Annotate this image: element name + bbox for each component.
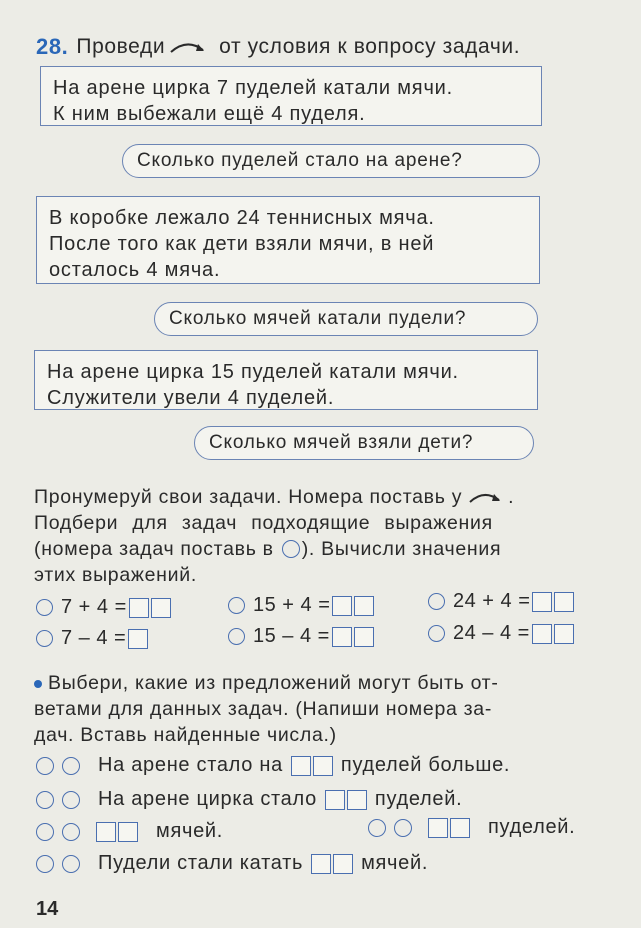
answer-box[interactable] [118,822,138,842]
answer-box[interactable] [450,818,470,838]
question-pill-2[interactable]: Сколько мячей катали пудели? [154,302,538,336]
choose-section [34,670,499,748]
instr-line-3: (номера задач поставь в [34,538,274,560]
task-number-circle[interactable] [36,855,54,873]
answer-box[interactable] [532,592,552,612]
answer-box[interactable] [333,854,353,874]
task-number-circle[interactable] [228,628,245,645]
answer-text: мячей. [361,852,429,874]
task-number: 28. [36,34,69,59]
choose-line-1: Выбери, какие из предложений могут быть от- [48,672,499,694]
choose-line-3: дач. Вставь найденные числа.) [34,724,337,746]
expression-text: 7 + 4 = [61,596,127,618]
answer-box[interactable] [151,598,171,618]
condition-box-3 [34,350,538,410]
expression-text: 24 – 4 = [453,622,530,644]
expression-text: 15 + 4 = [253,594,331,616]
instr-line-4: этих выражений. [34,564,197,586]
task-number-circle[interactable] [368,819,386,837]
condition-box-1 [40,66,542,126]
answer-box[interactable] [554,592,574,612]
bullet-icon [34,680,42,688]
condition-line: К ним выбежали ещё 4 пуделя. [53,103,366,125]
instr-line-1: Пронумеруй свои задачи. Номера поставь у [34,486,463,508]
header-text-after: от условия к вопросу задачи. [219,35,521,58]
answer-text: На арене цирка стало [98,788,317,810]
task-number-circle[interactable] [36,599,53,616]
expression-row [428,590,574,613]
condition-line: После того как дети взяли мячи, в ней [49,233,435,255]
answer-box[interactable] [311,854,331,874]
answer-box[interactable] [428,818,448,838]
answer-sentence-1 [36,754,510,777]
header-text-before: Проведи [76,35,166,58]
answer-text: На арене стало на [98,754,283,776]
answer-box[interactable] [325,790,345,810]
instr-line-2: Подбери для задач подходящие выражения [34,512,493,534]
answer-box[interactable] [128,629,148,649]
task-header [36,34,520,60]
task-number-circle[interactable] [62,823,80,841]
condition-box-2 [36,196,540,284]
task-number-circle[interactable] [428,593,445,610]
task-number-circle[interactable] [36,823,54,841]
answer-text: пуделей. [374,788,463,810]
answer-sentence-5 [36,852,428,875]
answer-box[interactable] [354,596,374,616]
instr-line-3-end: ). Вычисли значения [301,538,502,560]
answer-box[interactable] [332,627,352,647]
expression-row [428,622,574,645]
expression-text: 24 + 4 = [453,590,531,612]
instr-line-1-end: . [508,486,515,508]
answer-box[interactable] [129,598,149,618]
task-number-circle[interactable] [394,819,412,837]
task-number-circle[interactable] [36,791,54,809]
question-pill-3[interactable]: Сколько мячей взяли дети? [194,426,534,460]
answer-box[interactable] [354,627,374,647]
arrow-icon [169,40,209,54]
condition-line: Служители увели 4 пуделей. [47,387,335,409]
task-number-circle[interactable] [62,855,80,873]
expression-row [36,596,171,619]
circle-icon [282,540,300,558]
answer-sentence-3 [36,820,223,843]
answer-box[interactable] [532,624,552,644]
answer-box[interactable] [291,756,311,776]
page-number: 14 [36,898,59,920]
expression-text: 15 – 4 = [253,625,330,647]
answer-box[interactable] [554,624,574,644]
answer-box[interactable] [96,822,116,842]
task-number-circle[interactable] [62,791,80,809]
answer-text: мячей. [156,820,224,842]
task-number-circle[interactable] [36,630,53,647]
question-pill-1[interactable]: Сколько пуделей стало на арене? [122,144,540,178]
task-number-circle[interactable] [62,757,80,775]
instructions [34,484,514,588]
condition-line: На арене цирка 15 пуделей катали мячи. [47,361,459,383]
answer-box[interactable] [347,790,367,810]
answer-text: пуделей больше. [340,754,511,776]
condition-line: осталось 4 мяча. [49,259,221,281]
task-number-circle[interactable] [428,625,445,642]
expression-row [228,625,374,648]
answer-sentence-4 [368,816,575,839]
answer-text: Пудели стали катать [98,852,304,874]
expression-text: 7 – 4 = [61,627,127,649]
answer-box[interactable] [332,596,352,616]
expression-row [228,594,374,617]
task-number-circle[interactable] [36,757,54,775]
arrow-icon [468,490,506,504]
condition-line: В коробке лежало 24 теннисных мяча. [49,207,435,229]
choose-line-2: ветами для данных задач. (Напиши номера за- [34,698,493,720]
answer-box[interactable] [313,756,333,776]
expression-row [36,627,148,650]
answer-text: пуделей. [488,816,576,838]
task-number-circle[interactable] [228,597,245,614]
condition-line: На арене цирка 7 пуделей катали мячи. [53,77,453,99]
answer-sentence-2 [36,788,462,811]
